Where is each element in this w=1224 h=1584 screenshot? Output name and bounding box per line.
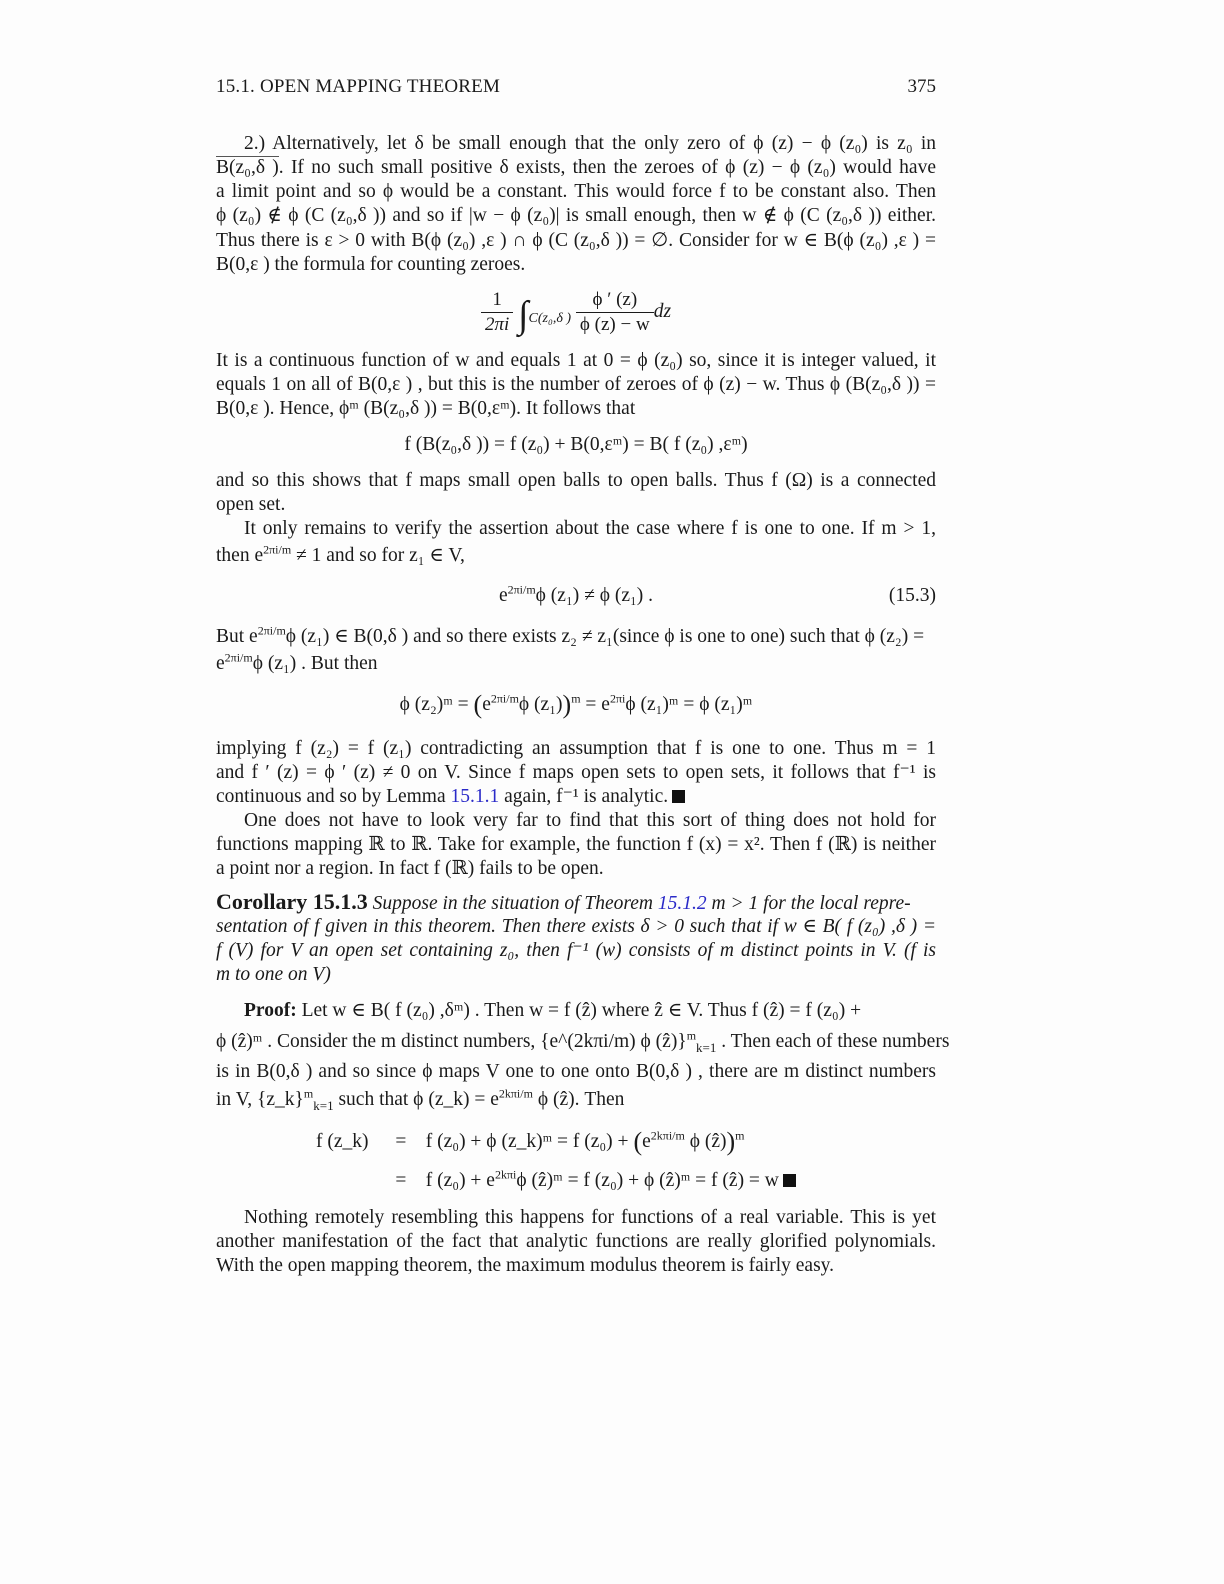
equation: f (B(z₀,δ )) = f (z₀) + B(0,εᵐ) = B( f (z₀) ,εᵐ) — [404, 434, 748, 455]
text-line: ϕ (z₀) ∉ ϕ (C (z₀,δ )) and so if |w − ϕ (z₀)| is small enough, then w ∉ ϕ (C (z₀,δ )) either. — [216, 205, 936, 226]
proof-heading: Proof: — [244, 1000, 297, 1021]
text-line: and so this shows that f maps small open balls to open balls. Thus f (Ω) is a connected — [216, 470, 936, 491]
equation: ϕ (z₂)ᵐ = ($e^{2\pi i/m}\phi$ $(z_1))^m = e^{2\pi i}\phi$ (z₁)ᵐ = ϕ (z₁)ᵐ — [399, 690, 753, 719]
text-line: $e^{2\pi i/m}\phi$ (z₁) . But then — [216, 650, 378, 674]
text-line: another manifestation of the fact that analytic functions are really glorified polynomials. — [216, 1231, 936, 1252]
equation-15-3: $e^{2\pi i/m}\phi$ (z₁) ≠ ϕ (z₁) . (15.3) — [498, 582, 936, 606]
text-line: equals 1 on all of B(0,ε ) , but this is the number of zeroes of ϕ (z) − w. Thus ϕ (B(z₀,δ )) = — [216, 374, 936, 395]
proof-line: in V, {z_k}$^m_{k=1}$ such that ϕ (z_k) = $e^{2k\pi i/m}$ ϕ (ẑ). Then — [216, 1086, 625, 1113]
text-line: But $e^{2\pi i/m}\phi$ (z₁) ∈ B(0,δ ) and so there exists z₂ ≠ z₁(since ϕ is one to one) such that ϕ (z₂) = — [216, 623, 925, 647]
proof-line: is in B(0,δ ) and so since ϕ maps V one to one onto B(0,δ ) , there are m distinct numbers — [216, 1061, 936, 1082]
text-line: B(0,ε ). Hence, ϕᵐ (B(z₀,δ )) = B(0,εᵐ). It follows that — [216, 398, 636, 419]
fraction: $\frac{1}{2\pi i}$ — [481, 288, 513, 337]
qed-symbol — [783, 1174, 796, 1187]
text-line: then $e^{2\pi i/m} \ne 1$ and so for z₁ ∈ V, — [216, 542, 465, 566]
text-line: a limit point and so ϕ would be a constant. This would force f to be constant also. Then — [216, 181, 936, 202]
text-line: Thus there is ε > 0 with B(ϕ (z₀) ,ε ) ∩ ϕ (C (z₀,δ )) = ∅. Consider for w ∈ B(ϕ (z₀) ,ε ) = — [216, 230, 936, 251]
text-line: One does not have to look very far to find that this sort of thing does not hold for — [244, 810, 936, 831]
qed-symbol — [672, 790, 685, 803]
page-number: 375 — [907, 76, 936, 97]
text-line: implying f (z₂) = f (z₁) contradicting an assumption that f is one to one. Thus m = 1 — [216, 738, 936, 759]
integral-sign: ∫ — [518, 293, 529, 336]
text-line: 2.) Alternatively, let δ be small enough that the only zero of ϕ (z) − ϕ (z₀) is z₀ in — [244, 133, 936, 154]
text-line: a point nor a region. In fact f (ℝ) fails to be open. — [216, 858, 604, 879]
text-line: It is a continuous function of w and equals 1 at 0 = ϕ (z₀) so, since it is integer valued, it — [216, 350, 936, 371]
corollary-heading: Corollary 15.1.3 — [216, 889, 368, 914]
proof-line: ϕ (ẑ)ᵐ . Consider the m distinct numbers, {e^(2kπi/m) ϕ (ẑ)}$^m_{k=1}$ . Then each of these numbers — [216, 1028, 950, 1055]
text-line: B(0,ε ) the formula for counting zeroes. — [216, 254, 526, 275]
fraction: $\frac{\phi ' (z)}{\phi (z) - w}$ — [576, 288, 654, 337]
lemma-link[interactable]: 15.1.1 — [450, 786, 500, 807]
corollary-statement-line: f (V) for V an open set containing z₀, then f⁻¹ (w) consists of m distinct points in V. (f is — [216, 940, 936, 961]
corollary-statement-line: m to one on V) — [216, 964, 331, 985]
equation-number: (15.3) — [888, 585, 936, 606]
text-line: It only remains to verify the assertion about the case where f is one to one. If m > 1, — [244, 518, 936, 539]
text-line: Nothing remotely resembling this happens for functions of a real variable. This is yet — [244, 1207, 936, 1228]
text-line: continuous and so by Lemma 15.1.1 again, f⁻¹ is analytic. — [216, 785, 936, 809]
aligned-equation-row: f (z_k) = f (z₀) + ϕ (z_k)ᵐ = f $(z_0) + (e^{2k\pi i/m}$ ϕ (ẑ))$^m$ — [316, 1127, 745, 1156]
text-line: and f ′ (z) = ϕ ′ (z) ≠ 0 on V. Since f maps open sets to open sets, it follows that f⁻¹ is — [216, 762, 936, 783]
text-line: open set. — [216, 494, 286, 515]
text-line: With the open mapping theorem, the maximum modulus theorem is fairly easy. — [216, 1255, 835, 1276]
text-line: functions mapping ℝ to ℝ. Take for example, the function f (x) = x². Then f (ℝ) is neither — [216, 834, 936, 855]
proof-line: Proof: Let w ∈ B( f (z₀) ,δᵐ) . Then w = f (ẑ) where ẑ ∈ V. Thus f (ẑ) = f (z₀) + — [244, 1000, 862, 1021]
corollary-statement-line: sentation of f given in this theorem. Then there exists δ > 0 such that if w ∈ B( f (z₀) ,δ ) = — [216, 916, 936, 937]
text-line: B(z₀,δ ). If no such small positive δ exists, then the zeroes of ϕ (z) − ϕ (z₀) would have — [216, 157, 936, 178]
corollary-statement-line: Corollary 15.1.3 Suppose in the situation of Theorem 15.1.2 m > 1 for the local repre- — [216, 889, 911, 914]
section-title: 15.1. OPEN MAPPING THEOREM — [216, 76, 501, 97]
aligned-equation-row: = f $(z_0) + e^{2k\pi i}\phi$ (ẑ)ᵐ = f (z₀) + ϕ (ẑ)ᵐ = f (ẑ) = w — [316, 1169, 916, 1193]
theorem-link[interactable]: 15.1.2 — [657, 893, 707, 914]
equation-counting-zeroes: $\frac{1}{2\pi i}$ $\int_{C(z_0,\delta )}$ $\frac{\phi ' (z)}{\phi (z) - w}$ dz — [216, 288, 936, 340]
